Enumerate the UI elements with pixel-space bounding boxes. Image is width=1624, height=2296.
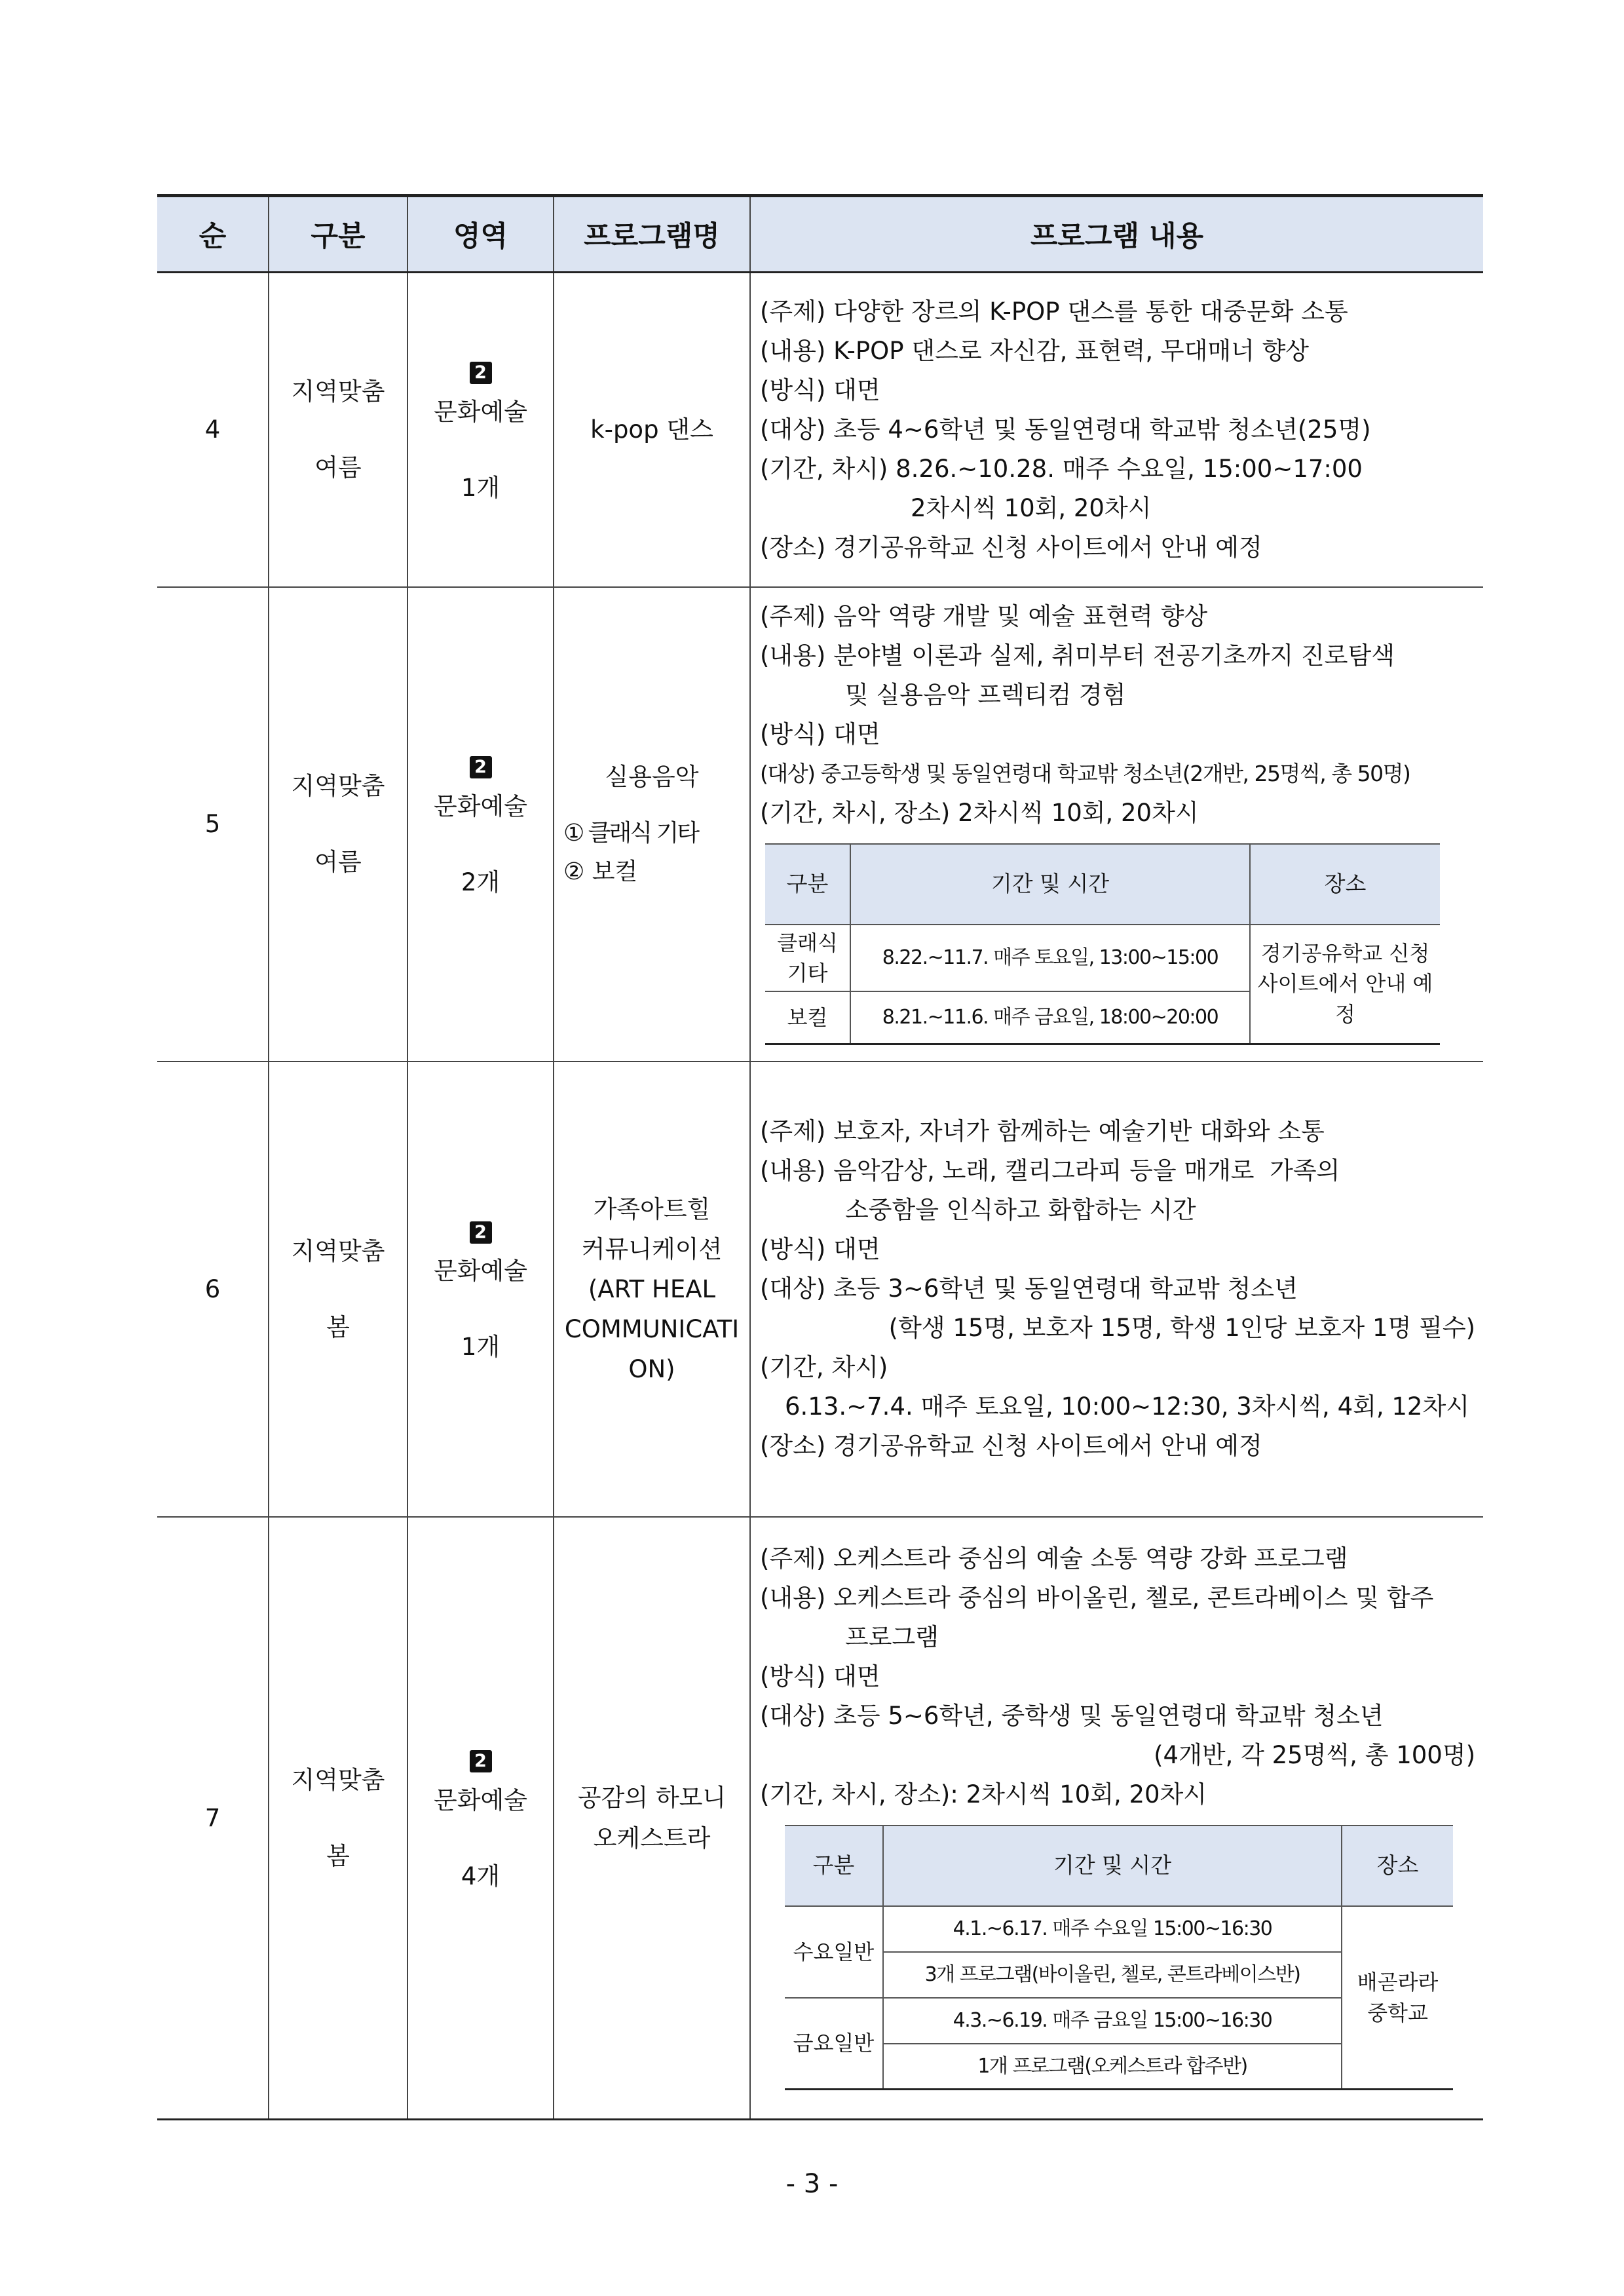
- program-content-cell: [750, 587, 1483, 1062]
- table-row: [157, 1517, 1483, 2120]
- row-number: 7: [157, 1517, 269, 2120]
- table-row: [157, 273, 1483, 587]
- instrument-list: [554, 814, 749, 892]
- program-table: [157, 194, 1483, 2120]
- program-name: 커뮤니케이션: [581, 1234, 723, 1263]
- category-season: 여름: [314, 453, 362, 482]
- schedule-detail: 1개 프로그램(오케스트라 합주반): [883, 2044, 1342, 2090]
- program-name: (ART HEAL: [588, 1274, 716, 1303]
- content-line: (장소) 경기공유학교 신청 사이트에서 안내 예정: [760, 533, 1262, 562]
- header-no: 순: [157, 196, 269, 273]
- content-line: (내용) K-POP 댄스로 자신감, 표현력, 무대매너 향상: [760, 336, 1310, 365]
- schedule-time: 4.3.~6.19. 매주 금요일 15:00~16:30: [883, 1998, 1342, 2044]
- category-cell: [269, 587, 407, 1062]
- schedule-type: 수요일반: [785, 1906, 883, 1998]
- schedule-time: 8.21.~11.6. 매주 금요일, 18:00~20:00: [850, 991, 1250, 1044]
- page-number: - 3 -: [785, 2169, 839, 2199]
- content-line: 소중함을 인식하고 화합하는 시간: [845, 1196, 1196, 1225]
- program-name: 가족아트힐: [593, 1195, 711, 1223]
- header-program-name: 프로그램명: [554, 196, 750, 273]
- area-number-badge: 2: [470, 1221, 492, 1244]
- content-line: (내용) 분야별 이론과 실제, 취미부터 전공기초까지 진로탐색: [760, 641, 1395, 670]
- program-name-cell: [554, 587, 750, 1062]
- category-cell: [269, 273, 407, 587]
- schedule-table: [785, 1825, 1453, 2091]
- row-number: 5: [157, 587, 269, 1062]
- schedule-header-place: 장소: [1342, 1826, 1453, 1906]
- header-category: 구분: [269, 196, 407, 273]
- schedule-type: 클래식 기타: [765, 925, 850, 992]
- content-line: (방식) 대면: [760, 375, 880, 404]
- content-line: (대상) 초등 4~6학년 및 동일연령대 학교밖 청소년(25명): [760, 415, 1371, 444]
- category-cell: [269, 1517, 407, 2120]
- schedule-header-time: 기간 및 시간: [850, 844, 1250, 925]
- table-row: [157, 1062, 1483, 1517]
- content-line: (내용) 음악감상, 노래, 캘리그라피 등을 매개로 가족의: [760, 1157, 1340, 1185]
- content-line: (학생 15명, 보호자 15명, 학생 1인당 보호자 1명 필수): [888, 1314, 1475, 1343]
- schedule-header-type: 구분: [785, 1826, 883, 1906]
- area-number-badge: 2: [470, 756, 492, 778]
- schedule-type: 금요일반: [785, 1998, 883, 2090]
- content-line: (방식) 대면: [760, 719, 880, 748]
- area-label: 문화예술: [434, 1786, 527, 1814]
- area-label: 문화예술: [434, 792, 527, 820]
- program-count: 2개: [461, 868, 500, 896]
- content-line: 및 실용음악 프렉티컴 경험: [845, 680, 1126, 709]
- content-line: (4개반, 각 25명씩, 총 100명): [1154, 1740, 1475, 1769]
- program-count: 4개: [461, 1862, 500, 1890]
- content-line: (방식) 대면: [760, 1662, 880, 1691]
- program-content-cell: [750, 1062, 1483, 1517]
- area-number-badge: 2: [470, 1750, 492, 1772]
- row-number: 6: [157, 1062, 269, 1517]
- schedule-time: 8.22.~11.7. 매주 토요일, 13:00~15:00: [850, 925, 1250, 992]
- area-label: 문화예술: [434, 1257, 527, 1286]
- area-label: 문화예술: [434, 397, 527, 426]
- schedule-header-time: 기간 및 시간: [883, 1826, 1342, 1906]
- content-line: (방식) 대면: [760, 1235, 880, 1264]
- program-name: ON): [628, 1354, 675, 1383]
- schedule-type: 보컬: [765, 991, 850, 1044]
- content-line: (주제) 보호자, 자녀가 함께하는 예술기반 대화와 소통: [760, 1117, 1325, 1146]
- program-name: 공감의 하모니: [577, 1784, 727, 1812]
- area-cell: [407, 1517, 554, 2120]
- category-season: 봄: [326, 1842, 350, 1871]
- area-cell: [407, 273, 554, 587]
- schedule-time: 4.1.~6.17. 매주 수요일 15:00~16:30: [883, 1906, 1342, 1952]
- category-type: 지역맞춤: [291, 1765, 385, 1794]
- content-line: 6.13.~7.4. 매주 토요일, 10:00~12:30, 3차시씩, 4회, 12차시: [785, 1392, 1469, 1421]
- category-cell: [269, 1062, 407, 1517]
- row-number: 4: [157, 273, 269, 587]
- schedule-header-type: 구분: [765, 844, 850, 925]
- header-row: [157, 196, 1483, 273]
- area-cell: [407, 587, 554, 1062]
- category-season: 여름: [314, 848, 362, 877]
- header-program-content: 프로그램 내용: [750, 196, 1483, 273]
- program-name-cell: [554, 1517, 750, 2120]
- content-line: (주제) 오케스트라 중심의 예술 소통 역량 강화 프로그램: [760, 1544, 1348, 1573]
- schedule-place: 배곧라라 중학교: [1342, 1906, 1453, 2090]
- program-count: 1개: [461, 473, 500, 502]
- content-line: (기간, 차시, 장소): 2차시씩 10회, 20차시: [760, 1780, 1207, 1808]
- content-line: (장소) 경기공유학교 신청 사이트에서 안내 예정: [760, 1432, 1262, 1461]
- content-line: (내용) 오케스트라 중심의 바이올린, 첼로, 콘트라베이스 및 합주: [760, 1583, 1434, 1612]
- program-name: COMMUNICATI: [564, 1314, 740, 1343]
- program-name: k-pop 댄스: [590, 415, 713, 444]
- content-line: 프로그램: [845, 1622, 939, 1651]
- program-name-cell: [554, 1062, 750, 1517]
- content-line: (기간, 차시, 장소) 2차시씩 10회, 20차시: [760, 798, 1199, 827]
- content-line: (기간, 차시) 8.26.~10.28. 매주 수요일, 15:00~17:00: [760, 454, 1363, 483]
- program-name: 실용음악: [605, 762, 699, 791]
- program-name: 오케스트라: [593, 1824, 711, 1852]
- schedule-detail: 3개 프로그램(바이올린, 첼로, 콘트라베이스반): [883, 1952, 1342, 1998]
- instrument-item: ② 보컬: [563, 858, 638, 886]
- schedule-table: [765, 843, 1440, 1045]
- content-line: (대상) 초등 3~6학년 및 동일연령대 학교밖 청소년: [760, 1274, 1298, 1303]
- category-type: 지역맞춤: [291, 1236, 385, 1265]
- content-line: (대상) 초등 5~6학년, 중학생 및 동일연령대 학교밖 청소년: [760, 1701, 1384, 1730]
- category-type: 지역맞춤: [291, 772, 385, 801]
- category-season: 봄: [326, 1312, 350, 1341]
- area-cell: [407, 1062, 554, 1517]
- content-line: (주제) 다양한 장르의 K-POP 댄스를 통한 대중문화 소통: [760, 297, 1348, 326]
- content-line: (주제) 음악 역량 개발 및 예술 표현력 향상: [760, 602, 1208, 630]
- program-content-cell: [750, 273, 1483, 587]
- content-line: (기간, 차시): [760, 1353, 888, 1382]
- program-name-cell: [554, 273, 750, 587]
- category-type: 지역맞춤: [291, 377, 385, 406]
- instrument-item: ① 클래식 기타: [563, 819, 698, 847]
- content-line: (대상) 중고등학생 및 동일연령대 학교밖 청소년(2개반, 25명씩, 총 50명): [760, 760, 1410, 786]
- content-line: 2차시씩 10회, 20차시: [911, 493, 1152, 522]
- program-count: 1개: [461, 1333, 500, 1362]
- table-row: [157, 587, 1483, 1062]
- schedule-place: 경기공유학교 신청 사이트에서 안내 예정: [1250, 925, 1440, 1044]
- area-number-badge: 2: [470, 362, 492, 384]
- schedule-header-place: 장소: [1250, 844, 1440, 925]
- program-content-cell: [750, 1517, 1483, 2120]
- header-area: 영역: [407, 196, 554, 273]
